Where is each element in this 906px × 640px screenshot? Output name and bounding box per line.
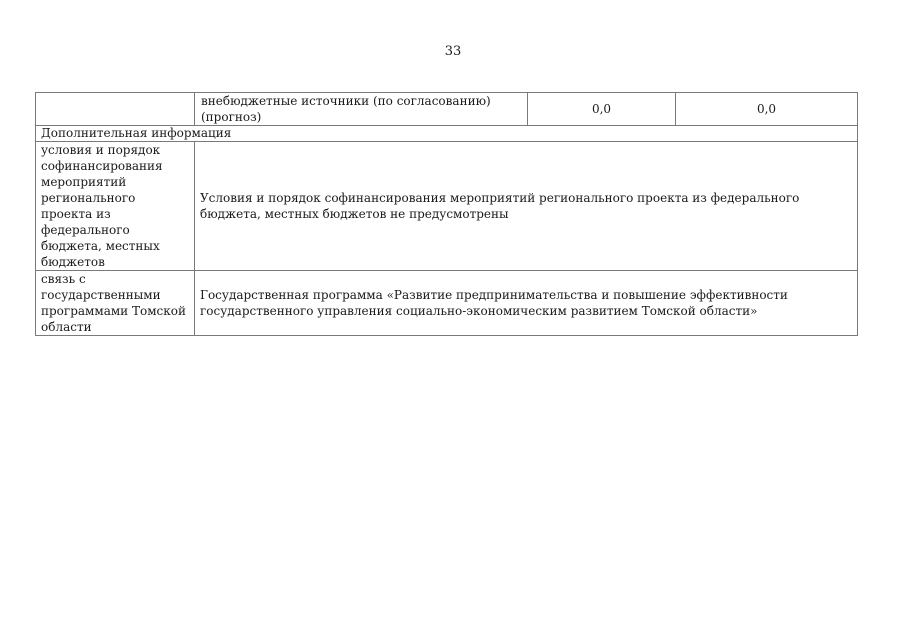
project-info-table [35,92,858,336]
funding-source-cell: внебюджетные источники (по согласованию) (прогноз) [195,93,528,126]
conditions-label-cell: условия и порядок софинансирования мероприятий регионального проекта из федерального бюджета, местных бюджетов [36,142,195,271]
table-row [36,93,858,126]
programs-link-label-cell: связь с государственными программами Томской области [36,271,195,336]
page-number: 33 [444,44,462,59]
table-row [36,271,858,336]
conditions-text-cell: Условия и порядок софинансирования мероприятий регионального проекта из федерального бюджета, местных бюджетов не предусмотрены [195,142,858,271]
empty-cell [36,93,195,126]
table-row [36,126,858,142]
funding-value-2-cell: 0,0 [676,93,858,126]
additional-info-header: Дополнительная информация [36,126,858,142]
programs-link-text-cell: Государственная программа «Развитие предпринимательства и повышение эффективности государственного управления социально-экономическим развитием Томской области» [195,271,858,336]
table-row [36,142,858,271]
funding-value-1-cell: 0,0 [528,93,676,126]
